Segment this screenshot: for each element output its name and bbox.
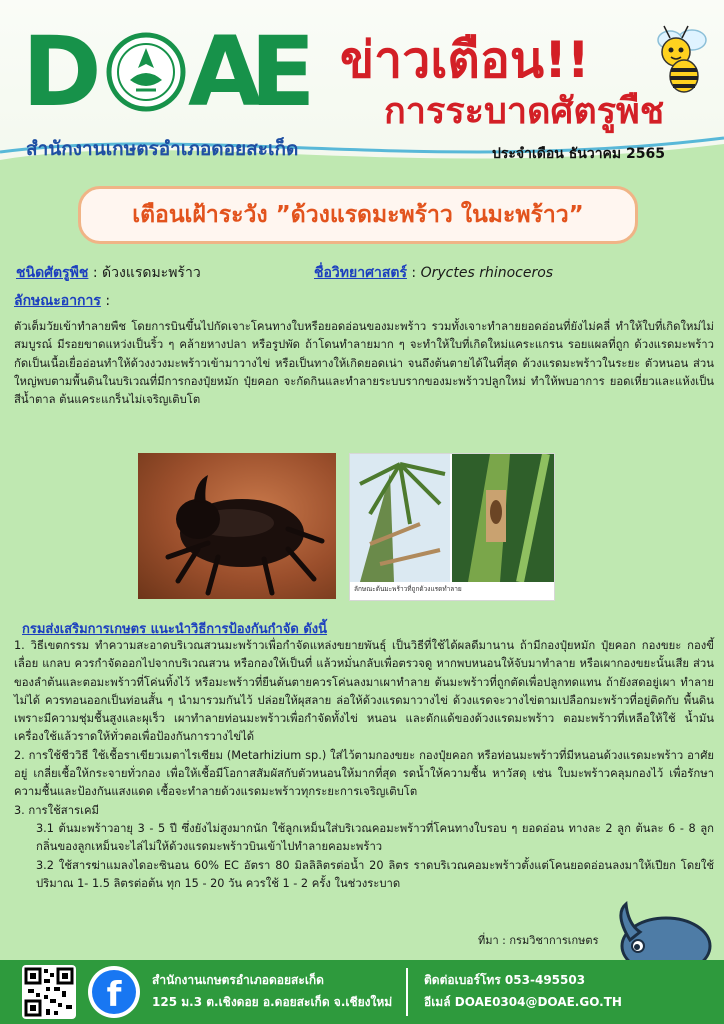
recommendation-item-3: 3. การใช้สารเคมี — [14, 803, 99, 817]
scientific-name-label: ชื่อวิทยาศาสตร์ — [314, 265, 407, 281]
symptom-paragraph — [14, 318, 714, 409]
logo-letter-d: D — [22, 16, 102, 128]
recommendations-heading — [22, 618, 327, 639]
pest-type-row: ชนิดศัตรูพืช : ด้วงแรดมะพร้าว — [16, 265, 201, 281]
bee-mascot-icon — [640, 18, 720, 98]
facebook-icon: f — [92, 970, 136, 1014]
symptom-heading: ลักษณะอาการ : — [14, 293, 111, 309]
pest-type-value: ด้วงแรดมะพร้าว — [102, 265, 201, 281]
coconut-damage-photo — [349, 453, 555, 601]
damage-photo-caption: ลักษณะต้นมะพร้าวที่ถูกด้วงแรดทำลาย — [354, 585, 462, 593]
facebook-link[interactable] — [88, 966, 140, 1018]
recommendations-heading-text: กรมส่งเสริมการเกษตร แนะนำวิธีการป้องกันกำจัด ดังนี้ — [22, 622, 328, 637]
warning-banner-text: เตือนเฝ้าระวัง ”ด้วงแรดมะพร้าว ในมะพร้าว” — [132, 202, 584, 228]
footer-divider — [406, 968, 408, 1016]
issue-date: ประจำเดือน ธันวาคม 2565 — [492, 146, 665, 162]
doae-logo — [18, 16, 318, 128]
recommendations-body — [14, 637, 714, 893]
symptom-label: ลักษณะอาการ — [14, 293, 101, 309]
doae-seal-icon — [106, 28, 186, 116]
pest-type-label: ชนิดศัตรูพืช — [16, 265, 89, 281]
footer-phone[interactable]: ติดต่อเบอร์โทร 053-495503 — [424, 973, 586, 987]
logo-letter-e: E — [250, 16, 316, 128]
office-name: สำนักงานเกษตรอำเภอดอยสะเก็ด — [26, 138, 299, 160]
damaged-palm-illustration — [350, 454, 554, 582]
recommendation-item-3-1: 3.1 ต้นมะพร้าวอายุ 3 - 5 ปี ซึ่งยังไม่สูงมากนัก ใช้ลูกเหม็นใส่บริเวณคอมะพร้าวที่โคนทางใบรอบ ๆ ยอดอ่อน ทางละ 2 ลูก ต้นละ 6 - 8 ลูก กลิ่นของลูกเหม็นจะไล่ไม่ให้ด้วงแรดมะพร้าวบินเข้าไปทำลายคอมะพร้าว — [36, 821, 714, 854]
qr-code[interactable] — [22, 965, 76, 1019]
footer-bar — [0, 960, 724, 1024]
alert-title: ข่าวเตือน!! — [340, 31, 590, 89]
warning-banner — [78, 186, 638, 244]
footer-address: 125 ม.3 ต.เชิงดอย อ.ดอยสะเก็ด จ.เชียงใหม่ — [152, 995, 393, 1009]
beetle-illustration — [138, 453, 336, 599]
scientific-name-row: ชื่อวิทยาศาสตร์ : Oryctes rhinoceros — [314, 265, 554, 281]
rhinoceros-beetle-photo — [138, 453, 336, 599]
recommendation-item-3-2: 3.2 ใช้สารฆ่าแมลงไดอะซินอน 60% EC อัตรา 80 มิลลิลิตรต่อน้ำ 20 ลิตร ราดบริเวณคอมะพร้าวตั้งแต่โคนยอดอ่อนลงมาให้เปียก โดยใช้ปริมาณ 1- 1.5 ลิตรต่อต้น ทุก 15 - 20 วัน ควรใช้ 1 - 2 ครั้ง ในช่วงระบาด — [36, 858, 714, 890]
recommendation-item-1: 1. วิธีเขตกรรม ทำความสะอาดบริเวณสวนมะพร้าวเพื่อกำจัดแหล่งขยายพันธุ์ เป็นวิธีที่ใช้ได้ผลดีมานาน ถ้ามีกองปุ๋ยหมัก ปุ๋ยคอก กองขยะ กองขี้เลื่อย แกลบ ควรกำจัดออกไปจากบริเวณสวน หรือกองให้เป็นที่ แล้วหมั่นกลับเพื่อตรวจดู หากพบหนอนให้จับมาทำลาย หรือเผากองขยะนั้นเสีย ส่วนของลำต้นและตอมะพร้าวที่โค่นทิ้งไว้ หรือมะพร้าวที่ยืนต้นตายควรโค่นลงมาเผาทำลาย ต้นมะพร้าวที่ถูกตัดเพื่อปลูกทดแทน ถ้ายังสดอยู่เผา ทำลายไม่ได้ ควรทอนออกเป็นท่อนสั้น ๆ นำมารวมกันไว้ ปล่อยให้ผุสลาย ล่อให้ด้วงแรดมาวางไข่ ด้วงแรดจะวางไข่ตามเปลือกมะพร้าวที่อยู่ติดกับ พื้นดินเพราะมีความชุ่มชื้นสูงและผุเร็ว เผาทำลายท่อนมะพร้าวเพื่อกำจัดทั้งไข่ หนอน และดักแด้ของด้วงแรดมะพร้าว ตอมะพร้าวที่เหลือให้ใช้ น้ำมันเครื่องใช้แล้วราดให้ทั่วตอเพื่อป้องกันการวางไข่ได้ — [14, 639, 714, 744]
alert-subtitle: การระบาดศัตรูพืช — [384, 91, 665, 132]
source-credit: ที่มา : กรมวิชาการเกษตร — [478, 934, 599, 947]
logo-letter-a: A — [188, 16, 263, 128]
scientific-name-value: Oryctes rhinoceros — [420, 265, 554, 281]
recommendation-item-2: 2. การใช้ชีววิธี ใช้เชื้อราเขียวเมตาไรเซียม (Metarhizium sp.) ใส่ไว้ตามกองขยะ กองปุ๋ยคอก หรือท่อนมะพร้าวที่มีหนอนด้วงแรดมะพร้าว อาศัยอยู่ เกลี่ยเชื้อให้กระจายทั่วกอง เพื่อให้เชื้อมีโอกาสสัมผัสกับตัวหนอนให้มากที่สุด รดน้ำให้ความชื้น หาวัสดุ เช่น ใบมะพร้าวคลุมกองไว้ เพื่อรักษาความชื้นและป้องกันแสงแดด เชื้อจะทำลายด้วงแรดมะพร้าวทุกระยะการเจริญเติบโต — [14, 748, 714, 799]
footer-email[interactable]: อีเมล์ DOAE0304@DOAE.GO.TH — [424, 995, 622, 1009]
symptom-text: ตัวเต็มวัยเข้าทำลายพืช โดยการบินขึ้นไปกัดเจาะโคนทางใบหรือยอดอ่อนของมะพร้าว รวมทั้งเจาะทำลายยอดอ่อนที่ยังไม่คลี่ ทำให้ใบที่เกิดใหม่ไม่สมบูรณ์ มีรอยขาดแหว่งเป็นริ้ว ๆ คล้ายหางปลา หรือรูปพัด ถ้าโดนทำลายมาก ๆ จะทำให้ใบที่เกิดใหม่แคระแกรน รอยแผลที่ถูก ด้วงแรดมะพร้าวกัดเป็นเนื้อเยื่ออ่อนทำให้ด้วงงวงมะพร้าวเข้ามาวางไข่ หรือเป็นทางให้เกิดยอดเน่า จนถึงต้นตายได้ในที่สุด ด้วงแรดมะพร้าวในระยะ ตัวหนอน ส่วนใหญ่พบตามพื้นดินในบริเวณที่มีการกองปุ๋ยหมัก ปุ๋ยคอก จะกัดกินและทำลายระบบรากของมะพร้าวปลูกใหม่ ทำให้พบอาการ ยอดเหี่ยวและแห้งเป็นสีน้ำตาล ต้นแคระแกร็นไม่เจริญเติบโต — [14, 320, 714, 407]
qr-code-icon — [22, 965, 76, 1019]
footer-office-name: สำนักงานเกษตรอำเภอดอยสะเก็ด — [152, 973, 324, 987]
